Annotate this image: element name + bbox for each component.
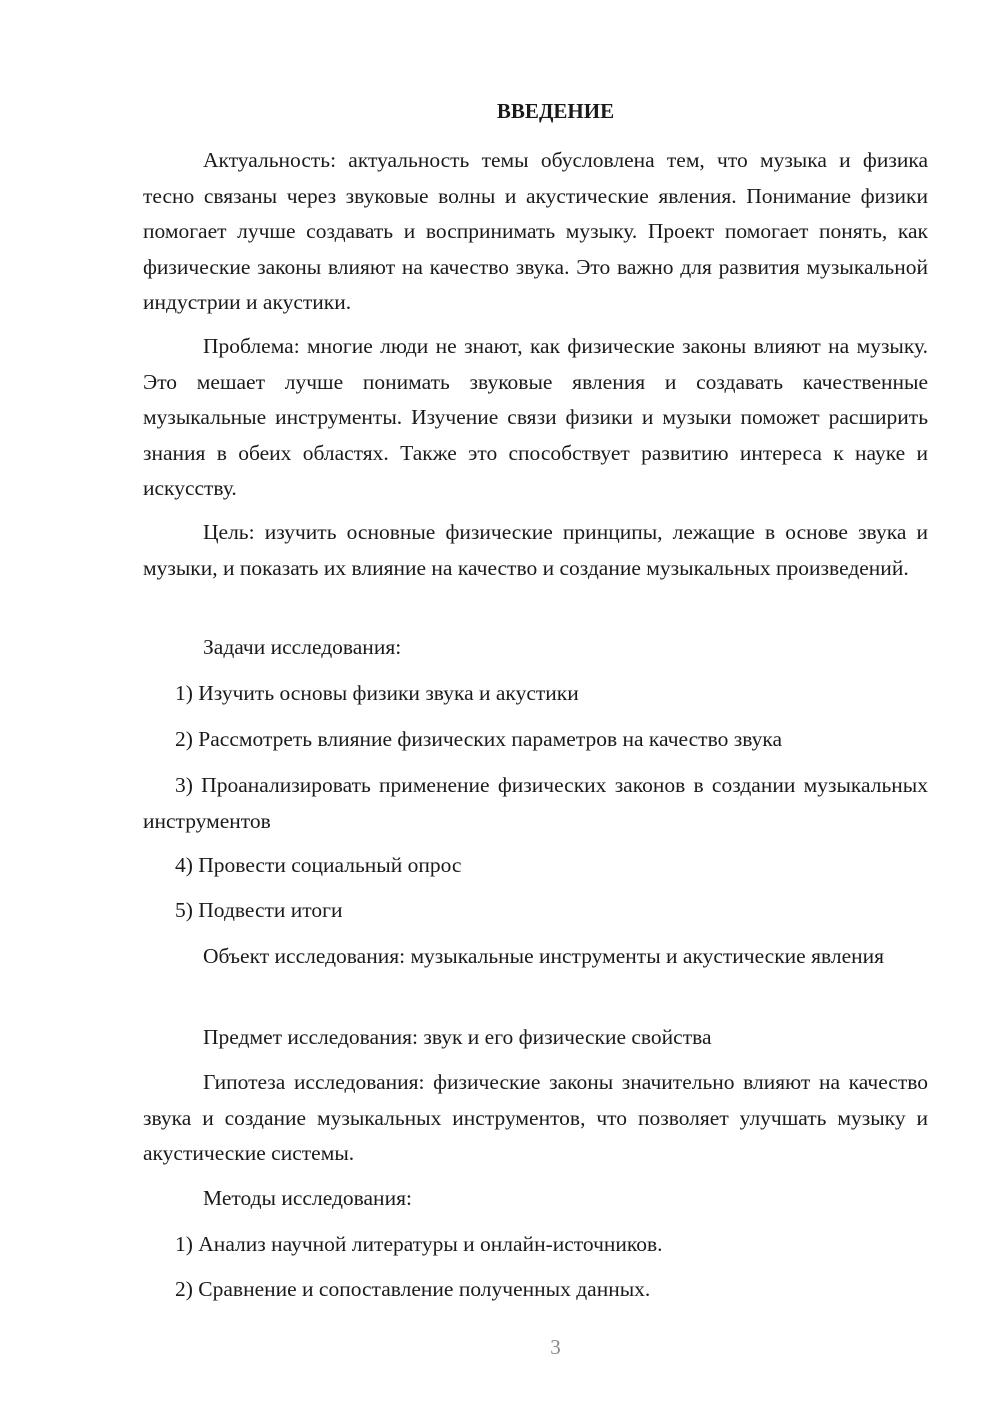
object-paragraph: Объект исследования: музыкальные инструменты и акустические явления	[203, 944, 885, 968]
subject-paragraph: Предмет исследования: звук и его физические свойства	[203, 1025, 712, 1049]
task-item-1: 1) Изучить основы физики звука и акустики	[175, 681, 579, 705]
method-item-2: 2) Сравнение и сопоставление полученных данных.	[175, 1277, 651, 1301]
task-item-2: 2) Рассмотреть влияние физических параметров на качество звука	[175, 727, 783, 751]
hypothesis-paragraph: Гипотеза исследования: физические законы значительно влияют на качество звука и создание музыкальных инструментов, что позволяет улучшать музыку и акустические системы.	[143, 1070, 928, 1165]
problem-paragraph: Проблема: многие люди не знают, как физические законы влияют на музыку. Это мешает лучше понимать звуковые явления и создавать качественные музыкальные инструменты. Изучение связи физики и музыки поможет расширить знания в обеих областях. Также это способствует развитию интереса к науке и искусству.	[143, 334, 928, 500]
page-number: 3	[550, 1335, 561, 1359]
tasks-title: Задачи исследования:	[203, 635, 402, 659]
task-item-3: 3) Проанализировать применение физических законов в создании музыкальных инструментов	[143, 773, 928, 833]
document-page	[143, 0, 928, 1414]
goal-paragraph: Цель: изучить основные физические принципы, лежащие в основе звука и музыки, и показать их влияние на качество и создание музыкальных произведений.	[143, 520, 928, 580]
method-item-1: 1) Анализ научной литературы и онлайн-источников.	[175, 1232, 663, 1256]
task-item-4: 4) Провести социальный опрос	[175, 853, 462, 877]
methods-title: Методы исследования:	[203, 1186, 412, 1210]
relevance-paragraph: Актуальность: актуальность темы обусловлена тем, что музыка и физика тесно связаны через звуковые волны и акустические явления. Понимание физики помогает лучше создавать и воспринимать музыку. Проект помогает понять, как физические законы влияют на качество звука. Это важно для развития музыкальной индустрии и акустики.	[143, 148, 928, 314]
section-heading: ВВЕДЕНИЕ	[496, 99, 615, 123]
task-item-5: 5) Подвести итоги	[175, 898, 343, 922]
